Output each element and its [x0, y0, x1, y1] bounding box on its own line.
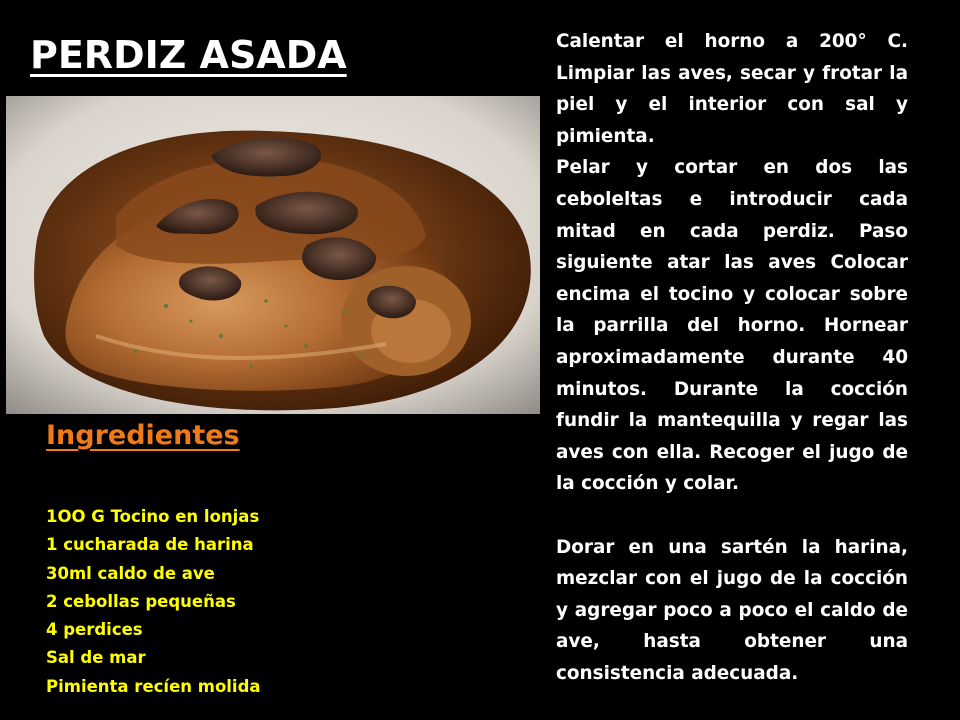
- ingredients-list: [46, 503, 261, 701]
- instruction-paragraph: Dorar en una sartén la harina, mezclar con el jugo de la cocción y agregar poco a poco el caldo de ave, hasta obtener una consistencia adecuada.: [556, 536, 908, 684]
- slide-title: PERDIZ ASADA: [30, 33, 347, 77]
- ingredient-item: 30ml caldo de ave: [46, 563, 215, 583]
- ingredient-item: 4 perdices: [46, 620, 143, 640]
- ingredients-heading: Ingredientes: [46, 420, 240, 451]
- instructions: [556, 26, 908, 689]
- dish-illustration: [6, 96, 540, 414]
- instruction-paragraph: Calentar el horno a 200° C. Limpiar las aves, secar y frotar la piel y el interior con sal y pimienta.: [556, 31, 908, 147]
- instruction-paragraph: Pelar y cortar en dos las ceboleltas e introducir cada mitad en cada perdiz. Paso siguiente atar las aves Colocar encima el tocino y colocar sobre la parrilla del horno. Hornear aproximadamente durante 40 minutos. Durante la cocción fundir la mantequilla y regar las aves con ella. Recoger el jugo de la cocción y colar.: [556, 157, 908, 495]
- ingredient-item: 1 cucharada de harina: [46, 535, 254, 555]
- ingredient-item: Sal de mar: [46, 648, 146, 668]
- ingredient-item: 1OO G Tocino en lonjas: [46, 507, 260, 526]
- ingredient-item: 2 cebollas pequeñas: [46, 591, 236, 611]
- roast-partridge-photo: [6, 96, 540, 414]
- ingredient-item: Pimienta recíen molida: [46, 676, 261, 696]
- paragraph-spacer: [556, 500, 908, 532]
